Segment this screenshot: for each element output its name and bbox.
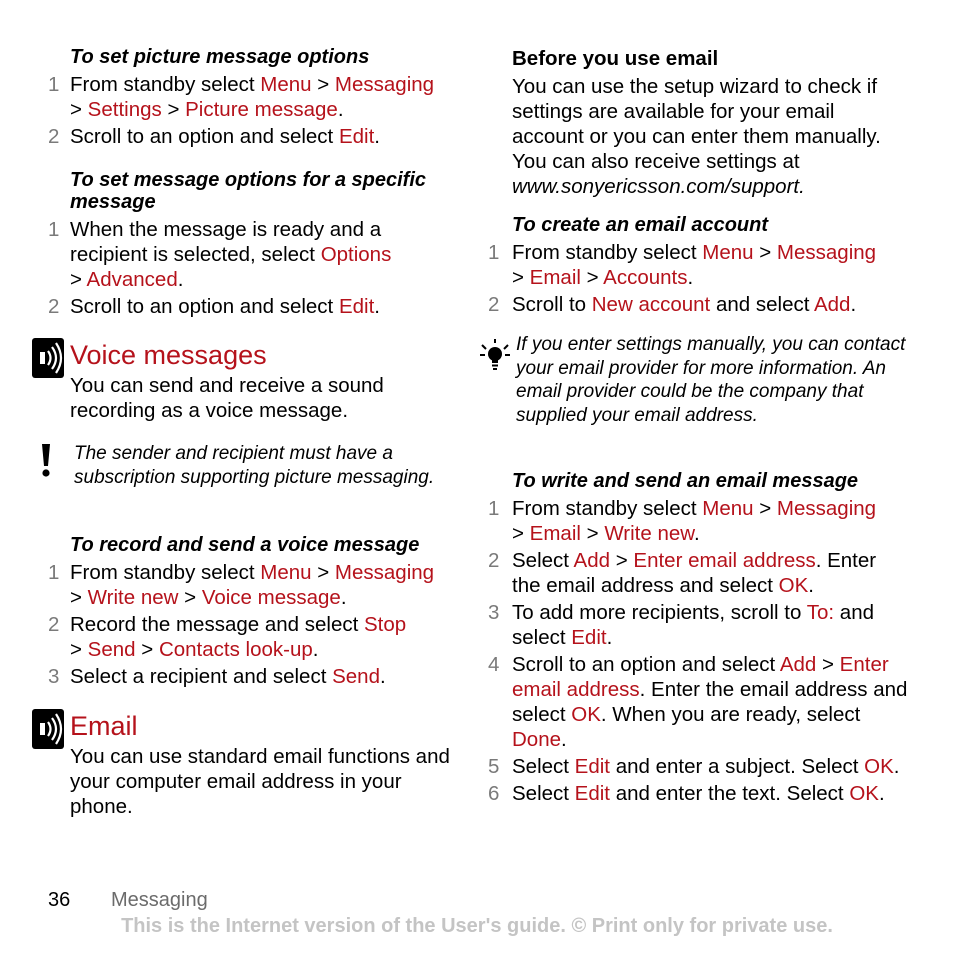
edit-link: Edit — [574, 755, 610, 778]
send-link: Send — [332, 665, 380, 688]
step-4: 4 Scroll to an option and select Add > Enter email address. Enter the email address and select OK. When you are ready, select Done. — [488, 653, 908, 751]
messaging-link: Messaging — [776, 497, 877, 520]
step-number: 5 — [488, 755, 500, 778]
step-2: 2 Record the message and select Stop > Send > Contacts look-up. — [48, 613, 407, 661]
step-number: 1 — [488, 241, 500, 264]
section-intro: You can use standard email functions and your computer email address in your phone. — [70, 745, 450, 818]
picture-message-link: Picture message — [185, 98, 338, 121]
ok-link: OK — [864, 755, 894, 778]
support-url: www.sonyericsson.com/support. — [512, 175, 805, 198]
edit-link: Edit — [338, 125, 375, 148]
procedure-picture-options — [48, 46, 458, 149]
step-1: 1 From standby select Menu > Messaging > Email > Write new. — [488, 497, 877, 545]
step-number: 2 — [48, 295, 60, 318]
enter-email-address-link: Enter email address — [633, 549, 816, 572]
section-email — [48, 711, 458, 819]
procedure-title: To set message options for a specific message — [70, 169, 427, 213]
email-link: Email — [529, 266, 581, 289]
section-title: Voice messages — [70, 340, 267, 370]
messaging-link: Messaging — [334, 73, 435, 96]
exclamation-icon — [40, 444, 52, 478]
procedure-write-email — [488, 470, 908, 806]
step-1: 1 When the message is ready and a recipient is selected, select Options > Advanced. — [48, 218, 392, 291]
enter-email-address-link: Enter email address — [512, 653, 889, 701]
step-1: 1 From standby select Menu > Messaging > Email > Accounts. — [488, 241, 877, 289]
to-field-link: To: — [806, 601, 835, 624]
procedure-specific-options — [48, 169, 458, 319]
page-number: 36 — [48, 889, 71, 911]
procedure-title: To write and send an email message — [512, 470, 859, 492]
ok-link: OK — [849, 782, 879, 805]
step-number: 1 — [48, 218, 60, 241]
send-link: Send — [87, 638, 136, 661]
procedure-create-account — [488, 214, 908, 317]
step-3: 3 Select a recipient and select Send. — [48, 665, 386, 688]
new-account-link: New account — [591, 293, 711, 316]
voice-message-link: Voice message — [201, 586, 341, 609]
step-1: 1 From standby select Menu > Messaging > Settings > Picture message. — [48, 73, 435, 121]
accounts-link: Accounts — [603, 266, 688, 289]
email-link: Email — [529, 522, 581, 545]
add-link: Add — [573, 549, 611, 572]
add-link: Add — [813, 293, 851, 316]
sound-wave-icon — [32, 338, 64, 378]
ok-link: OK — [571, 703, 601, 726]
settings-link: Settings — [87, 98, 162, 121]
step-number: 2 — [488, 293, 500, 316]
menu-link: Menu — [702, 241, 754, 264]
messaging-link: Messaging — [334, 561, 435, 584]
menu-link: Menu — [260, 561, 312, 584]
step-5: 5 Select Edit and enter a subject. Select OK. — [488, 755, 900, 778]
write-new-link: Write new — [604, 522, 694, 545]
edit-link: Edit — [571, 626, 607, 649]
sound-wave-icon — [32, 709, 64, 749]
procedure-title: To set picture message options — [70, 46, 370, 68]
messaging-link: Messaging — [776, 241, 877, 264]
add-link: Add — [779, 653, 817, 676]
step-number: 4 — [488, 653, 500, 676]
section-intro: You can send and receive a sound recording as a voice message. — [70, 374, 384, 422]
step-number: 1 — [48, 73, 60, 96]
stop-link: Stop — [364, 613, 407, 636]
done-link: Done — [512, 728, 562, 751]
step-number: 6 — [488, 782, 500, 805]
body-paragraph: You can use the setup wizard to check if settings are available for your email account or you can enter them manually. You can also receive settings at www.sonyericsson.com/support. — [512, 75, 881, 198]
step-2: 2 Scroll to an option and select Edit. — [48, 295, 380, 318]
tip-text: If you enter settings manually, you can contact your email provider for more information. An email provider could be the company that supplied your email address. — [516, 334, 906, 426]
section-heading — [48, 340, 458, 370]
footer-section-name: Messaging — [111, 889, 208, 911]
step-number: 1 — [48, 561, 60, 584]
contacts-lookup-link: Contacts look-up — [158, 638, 313, 661]
procedure-title: To record and send a voice message — [70, 534, 420, 556]
procedure-title: To create an email account — [512, 214, 769, 236]
subheading: Before you use email — [512, 47, 719, 70]
menu-link: Menu — [260, 73, 312, 96]
note-text: The sender and recipient must have a subscription supporting picture messaging. — [74, 443, 435, 488]
advanced-link: Advanced — [86, 268, 178, 291]
write-new-link: Write new — [87, 586, 179, 609]
options-link: Options — [320, 243, 392, 266]
warning-note — [48, 442, 458, 489]
step-number: 3 — [48, 665, 60, 688]
before-you-use-email — [488, 46, 908, 199]
ok-link: OK — [778, 574, 809, 597]
lightbulb-icon — [478, 337, 512, 371]
step-3: 3 To add more recipients, scroll to To: and select Edit. — [488, 601, 874, 649]
edit-link: Edit — [574, 782, 610, 805]
section-voice-messages — [48, 340, 458, 423]
step-number: 2 — [48, 613, 60, 636]
footer-disclaimer: This is the Internet version of the User's guide. © Print only for private use. — [121, 915, 833, 937]
procedure-voice-message — [48, 534, 458, 689]
step-number: 3 — [488, 601, 500, 624]
step-2: 2 Scroll to New account and select Add. — [488, 293, 857, 316]
step-number: 1 — [488, 497, 500, 520]
step-1: 1 From standby select Menu > Messaging > Write new > Voice message. — [48, 561, 435, 609]
edit-link: Edit — [338, 295, 375, 318]
step-number: 2 — [488, 549, 500, 572]
menu-link: Menu — [702, 497, 754, 520]
section-heading — [48, 711, 458, 741]
step-number: 2 — [48, 125, 60, 148]
tip-note — [488, 333, 908, 427]
section-title: Email — [70, 711, 138, 741]
step-2: 2 Select Add > Enter email address. Enter the email address and select OK. — [488, 549, 877, 597]
step-2: 2 Scroll to an option and select Edit. — [48, 125, 380, 148]
step-6: 6 Select Edit and enter the text. Select OK. — [488, 782, 885, 805]
